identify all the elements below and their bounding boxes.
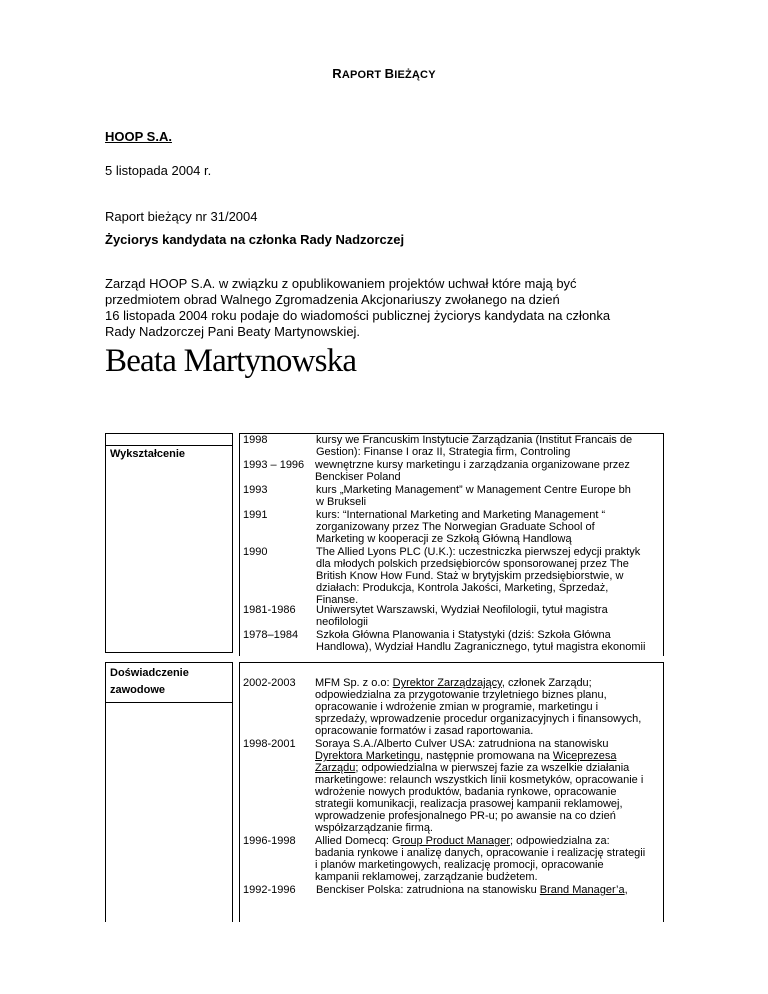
entry-year: 1993 — [243, 484, 268, 496]
entry-text: Handlowa), Wydział Handlu Zagranicznego, tytuł magistra ekonomii — [316, 641, 646, 653]
entry-text: w Brukseli — [316, 496, 367, 508]
entry-text: sprzedaży, wprowadzenie procedur organizacyjnych i finansowych, — [315, 713, 642, 725]
entry-text: współzarządzanie firmą. — [315, 822, 433, 834]
entry-text: dla młodych polskich przedsiębiorców sponsorowanej przez The — [316, 558, 629, 570]
entry-text: opracowanie i wdrożenie zmian w programie, marketingu i — [315, 701, 599, 713]
entry-text: odpowiedzialna za przygotowanie trzyletniego biznes planu, — [315, 689, 607, 701]
entry-text: Dyrektora Marketingu, następnie promowana na Wiceprezesa — [315, 750, 617, 762]
entry-text: badania rynkowe i analizę danych, opracowanie i realizację strategii — [315, 847, 646, 859]
education-label: Wykształcenie — [106, 445, 232, 463]
education-label-box — [105, 433, 233, 653]
intro-line: Zarząd HOOP S.A. w związku z opublikowaniem projektów uchwał które mają być — [105, 276, 577, 291]
entry-text: British Know How Fund. Staż w brytyjskim przedsiębiorstwie, w — [316, 570, 624, 582]
entry-text: opracowanie formatów i zasad raportowania. — [315, 725, 534, 737]
entry-text: Finanse. — [316, 594, 359, 606]
intro-line: przedmiotem obrad Walnego Zgromadzenia Akcjonariuszy zwołanego na dzień — [105, 292, 560, 307]
entry-year: 1996-1998 — [243, 835, 296, 847]
entry-text: kampanii reklamowej, zarządzanie budżetem. — [315, 871, 538, 883]
report-title: RAPORT BIEŻĄCY — [332, 66, 436, 81]
entry-text: działach: Produkcja, Kontrola Jakości, Marketing, Sprzedaż, — [316, 582, 609, 594]
entry-year: 1981-1986 — [243, 604, 296, 616]
experience-label — [106, 663, 232, 699]
entry-year: 1978–1984 — [243, 629, 299, 641]
entry-text: Szkoła Główna Planowania i Statystyki (dziś: Szkoła Główna — [316, 629, 611, 641]
entry-year: 1991 — [243, 509, 268, 521]
entry-text: marketingowe: relaunch wszystkich linii kosmetyków, opracowanie i — [315, 774, 644, 786]
entry-text: Uniwersytet Warszawski, Wydział Neofilologii, tytuł magistra — [316, 604, 608, 616]
report-number: Raport bieżący nr 31/2004 — [105, 209, 258, 224]
entry-text: kursy we Francuskim Instytucie Zarządzania (Institut Francais de — [316, 434, 633, 446]
entry-year: 1993 – 1996 — [243, 459, 305, 471]
entry-text: i planów marketingowych, realizację promocji, opracowanie — [315, 859, 604, 871]
report-subject: Życiorys kandydata na członka Rady Nadzorczej — [105, 232, 405, 247]
entry-year: 2002-2003 — [243, 677, 296, 689]
entry-text: wewnętrzne kursy marketingu i zarządzania organizowane przez — [315, 459, 630, 471]
entry-text: The Allied Lyons PLC (U.K.): uczestniczka pierwszej edycji praktyk — [316, 546, 641, 558]
entry-text: Benckiser Poland — [315, 471, 401, 483]
entry-year: 1990 — [243, 546, 268, 558]
candidate-name: Beata Martynowska — [105, 343, 357, 379]
company-name: HOOP S.A. — [105, 129, 172, 144]
experience-label-line: zawodowe — [110, 684, 166, 696]
entry-text: kurs: “International Marketing and Marketing Management “ — [316, 509, 606, 521]
experience-label-divider — [105, 702, 233, 703]
entry-text: Gestion): Finanse I oraz II, Strategia firm, Controling — [316, 446, 571, 458]
experience-label-box — [105, 662, 233, 922]
entry-year: 1998 — [243, 434, 268, 446]
entry-year: 1998-2001 — [243, 738, 296, 750]
entry-text: Zarządu; odpowiedzialna w pierwszej fazie za wszelkie działania — [315, 762, 630, 774]
entry-text: MFM Sp. z o.o: Dyrektor Zarządzający, członek Zarządu; — [315, 677, 592, 689]
entry-text: Benckiser Polska: zatrudniona na stanowisku Brand Manager’a, — [316, 884, 628, 896]
entry-text: wdrożenie nowych produktów, badania rynkowe, opracowanie — [315, 786, 617, 798]
experience-label-line: Doświadczenie — [110, 667, 189, 679]
entry-text: Soraya S.A./Alberto Culver USA: zatrudniona na stanowisku — [315, 738, 609, 750]
intro-line: 16 listopada 2004 roku podaje do wiadomości publicznej życiorys kandydata na członka — [105, 308, 611, 323]
entry-text: Allied Domecq: Group Product Manager; odpowiedzialna za: — [315, 835, 610, 847]
entry-year: 1992-1996 — [243, 884, 296, 896]
entry-text: Marketing w kooperacji ze Szkołą Główną Handlową — [316, 533, 572, 545]
entry-text: kurs „Marketing Management” w Management Centre Europe bh — [316, 484, 631, 496]
intro-line: Rady Nadzorczej Pani Beaty Martynowskiej. — [105, 324, 361, 339]
entry-text: strategii komunikacji, realizacja prasowej kampanii reklamowej, — [315, 798, 623, 810]
entry-text: zorganizowany przez The Norwegian Graduate School of — [316, 521, 595, 533]
entry-text: wprowadzenie profesjonalnego PR-u; po awansie na co dzień — [315, 810, 616, 822]
report-date: 5 listopada 2004 r. — [105, 163, 212, 178]
intro-paragraph — [105, 276, 675, 340]
entry-text: neofilologii — [316, 616, 368, 628]
